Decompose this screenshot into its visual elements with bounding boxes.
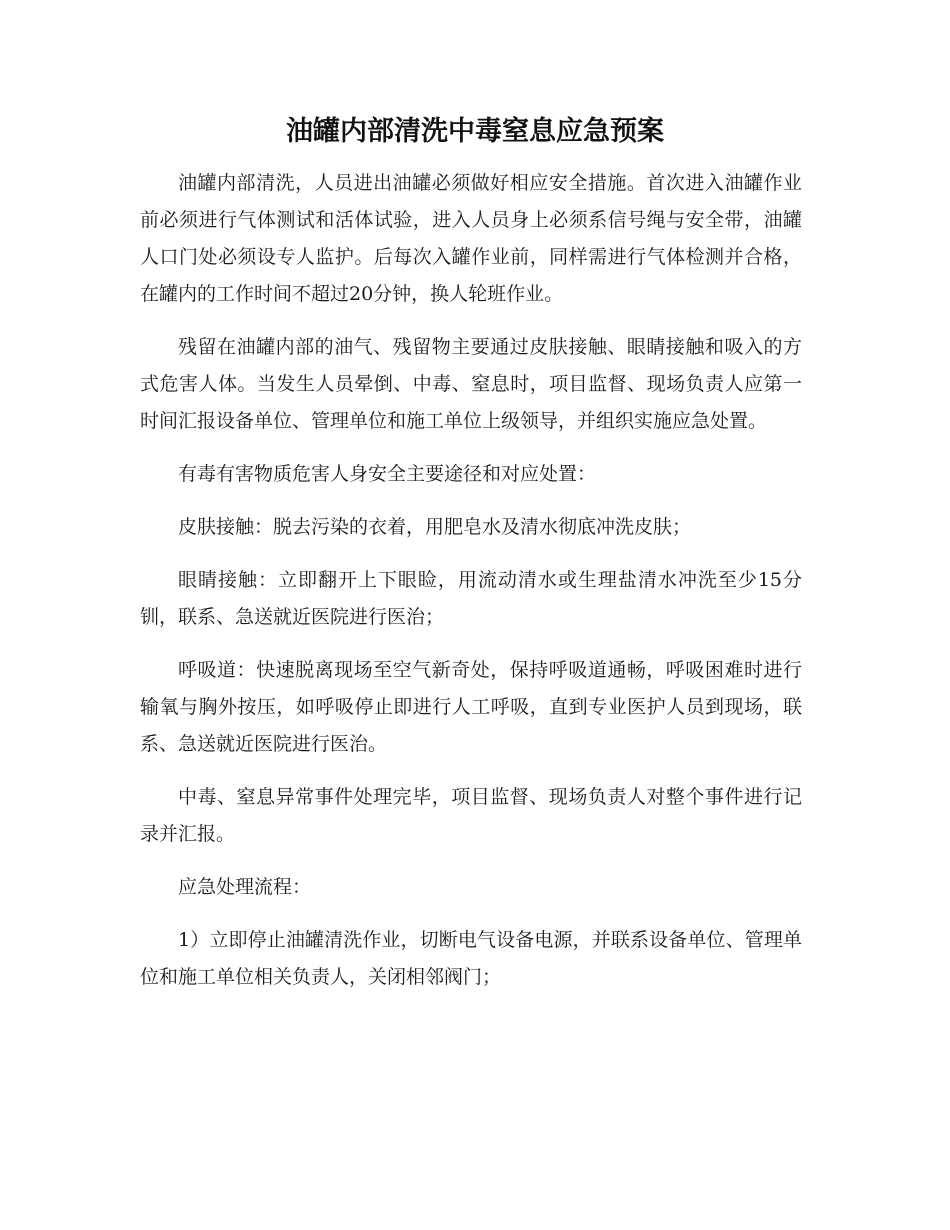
- paragraph-procedure-heading: 应急处理流程：: [178, 876, 312, 898]
- paragraph-respiratory: 呼吸道：快速脱离现场至空气新奇处，保持呼吸道通畅，呼吸困难时进行输氧与胸外按压，如呼吸停止即进行人工呼吸，直到专业医护人员到现场，联系、急送就近医院进行医治。: [140, 659, 802, 755]
- paragraph-hazard: 残留在油罐内部的油气、残留物主要通过皮肤接触、眼睛接触和吸入的方式危害人体。当发生人员晕倒、中毒、窒息时，项目监督、现场负责人应第一时间汇报设备单位、管理单位和施工单位上级领导，并组织实施应急处置。: [140, 336, 802, 432]
- paragraph-eye-contact: 眼睛接触：立即翻开上下眼睑，用流动清水或生理盐清水冲洗至少15分钏，联系、急送就近医院进行医治；: [140, 569, 802, 628]
- paragraph-record: 中毒、窒息异常事件处理完毕，项目监督、现场负责人对整个事件进行记录并汇报。: [140, 786, 802, 845]
- paragraph-routes: 有毒有害物质危害人身安全主要途径和对应处置：: [178, 463, 597, 485]
- paragraph-intro: 油罐内部清洗，人员进出油罐必须做好相应安全措施。首次进入油罐作业前必须进行气体测试和活体试验，进入人员身上必须系信号绳与安全带，油罐人口门处必须设专人监护。后每次入罐作业前，同样需进行气体检测并合格，在罐内的工作时间不超过20分钟，换人轮班作业。: [140, 172, 802, 305]
- paragraph-step-1: 1）立即停止油罐清洗作业，切断电气设备电源，并联系设备单位、管理单位和施工单位相关负责人，关闭相邻阀门；: [140, 929, 802, 988]
- document-title: 油罐内部清洗中毒窒息应急预案: [286, 116, 664, 147]
- paragraph-skin-contact: 皮肤接触：脱去污染的衣着，用肥皂水及清水彻底冲洗皮肤；: [178, 516, 692, 538]
- document-body: [140, 165, 802, 1012]
